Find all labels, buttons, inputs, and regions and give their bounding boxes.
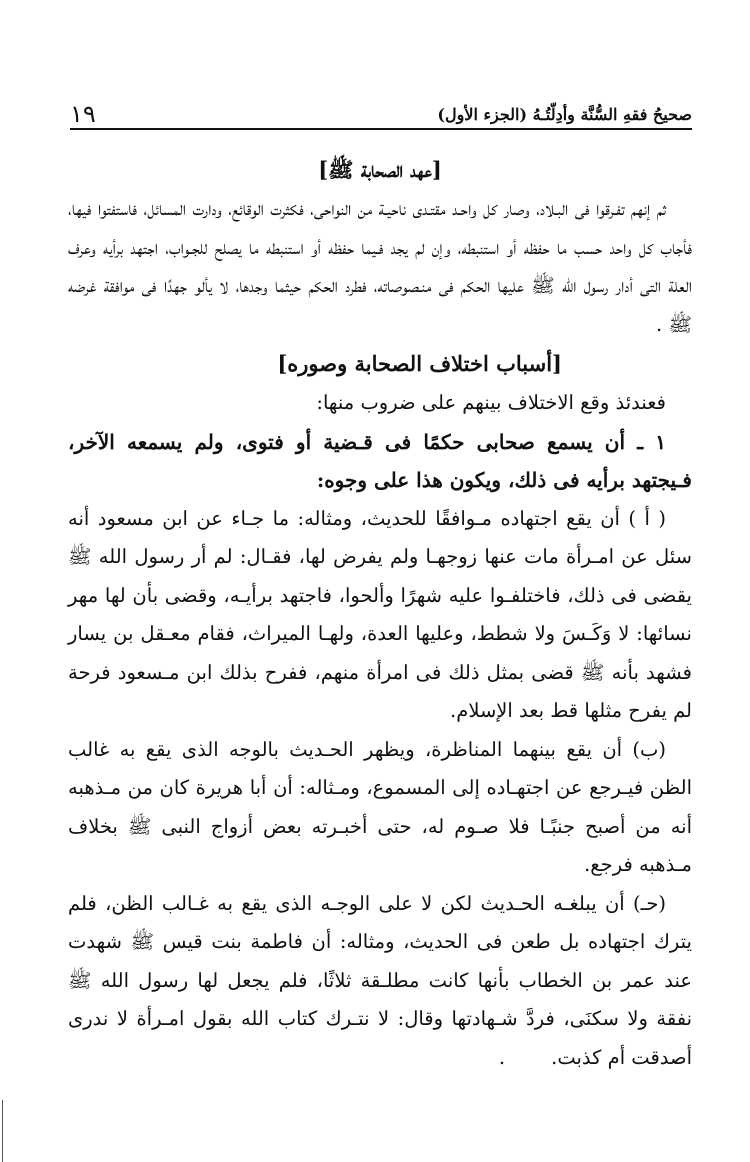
paragraph-item-a: ( أ ) أن يقع اجتهاده مـوافقًا للحديث، ومثاله: ما جـاء عن ابن مسعود أنه سئل عن امـرأة مات عنها زوجهـا ولم يفرض لها، فقـال: لم أر رسول الله ﷺ يقضى فى ذلك، فاختلفـوا عليه شهرًا وألحوا، فاجتهد برأيـه، وقضى بأن لها مهر نسائها: لا وَكَـسَ ولا شطط، وعليها العدة، ولهـا الميراث، فقام معـقل بن يسار فشهد بأنه ﷺ قضى بمثل ذلك فى امرأة منهم، ففرح بذلك ابن مـسعود فرحة لم يفرح مثلها قط بعد الإسلام.: [68, 506, 692, 722]
running-header: [70, 92, 692, 130]
page-number: ١٩: [70, 100, 96, 128]
page-body: [68, 150, 692, 1077]
paragraph-companions-dispersal: ثم إنهم تفـرقوا فى البـلاد، وصار كل واحـد مقتـدى ناحيـة من النواحى، فكثرت الوقائع، ودارت المسائل، فاستفتوا فيها، فأجاب كل واحد حسب ما حفظه أو استنبطه، وإن لم يجد فـيما حفظه أو استنبطه ما يصلح للجـواب، اجتهد برأيه وعرف العلة التى أدار رسول الله ﷺ عليها الحكم فى منـصوصاته، فطرد الحكم حيثما وجدها، لا يألو جهدًا فى موافقة غرضه ﷺ .: [68, 197, 692, 336]
paragraph-item-c: [68, 885, 692, 1078]
paragraph-intro: فعندئذ وقع الاختلاف بينهم على ضروب منها:: [316, 391, 666, 414]
trailing-period: .: [498, 1045, 506, 1069]
paragraph-point-1: ١ ـ أن يسمع صحابى حكمًا فى قـضية أو فتوى، ولم يسمعه الآخر، فـيجتهد برأيه فى ذلك، ويكون هذا على وجوه:: [68, 429, 692, 492]
section-heading-disagreement-causes: [أسباب اختلاف الصحابة وصوره]: [277, 351, 562, 376]
binding-edge-line: [2, 1100, 3, 1162]
running-title: صحيحُ فقهِ السُّنَّة وأدِلّتُـهُ (الجزء الأول): [437, 105, 692, 124]
paragraph-item-b: (ب) أن يقع بينهما المناظرة، ويظهر الحـديث بالوجه الذى يقع به غالب الظن فيـرجع عن اجتهـاده إلى المسموع، ومـثاله: أن أبا هريرة كان من مـذهبه أنه من أصبح جنبًـا فلا صـوم له، حتى أخبـرته بعض أزواج النبى ﷺ بخلاف مـذهبه فرجع.: [68, 737, 692, 876]
item-c-text: (حـ) أن يبلغـه الحـديث لكن لا على الوجـه الذى يقع به غـالب الظن، فلم يترك اجتهاده بل طعن فى الحديث، ومثاله: أن فاطمة بنت قيس ﷺ شهدت عند عمر بن الخطاب بأنها كانت مطلـقة ثلاثًا، فلم يجعل لها رسول الله ﷺ نفقة ولا سكنَى، فردَّ شـهادتها وقال: لا نتـرك كتاب الله بقول امـرأة لا ندرى أصدقت أم كذبت.: [68, 891, 692, 1069]
section-heading-companions-era: [عهد الصحابة ﷺ]: [318, 157, 442, 182]
